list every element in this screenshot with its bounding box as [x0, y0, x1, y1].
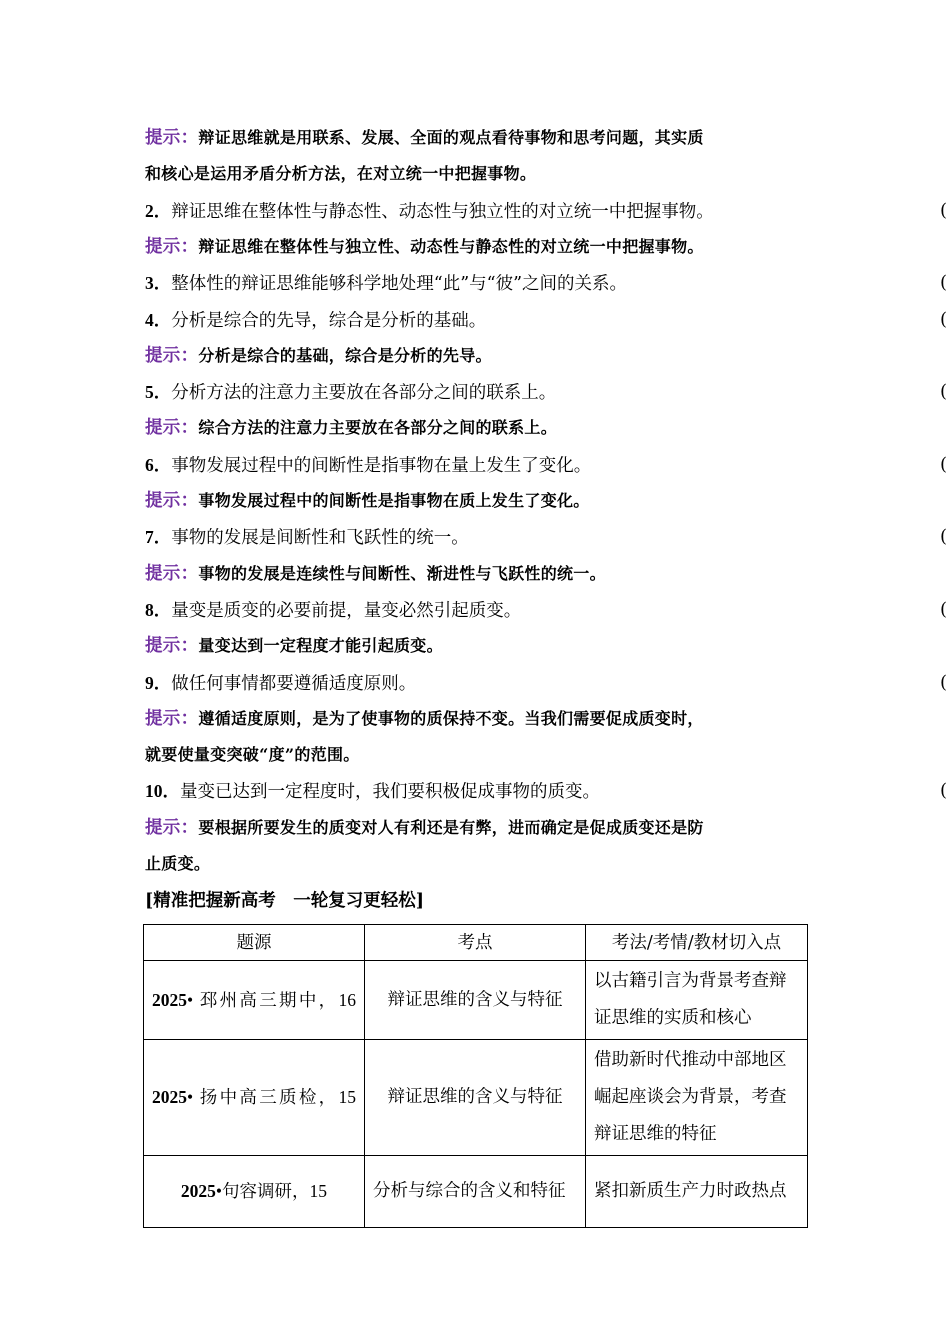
hint-line	[145, 701, 835, 737]
answer-bracket: (	[940, 200, 948, 221]
hint-text: 和核心是运用矛盾分析方法，在对立统一中把握事物。	[145, 164, 537, 183]
header-approach: 考法/考情/教材切入点	[586, 925, 808, 961]
source-cell: 2025• 邳州高三期中，16	[144, 961, 365, 1040]
hint-text: 止质变。	[145, 854, 211, 873]
question-line	[145, 665, 835, 701]
approach-cell: 借助新时代推动中部地区崛起座谈会为背景，考查辩证思维的特征	[586, 1040, 808, 1156]
hint-text: 分析是综合的基础，综合是分析的先导。	[198, 346, 492, 365]
answer-bracket: (	[940, 599, 948, 620]
question-line	[145, 519, 835, 555]
question-line	[145, 773, 835, 809]
question-number: 4．	[145, 310, 172, 330]
hint-continuation	[145, 846, 835, 882]
hint-text: 事物发展过程中的间断性是指事物在质上发生了变化。	[198, 491, 590, 510]
question-text: 做任何事情都要遵循适度原则。	[171, 674, 417, 694]
question-text: 分析方法的注意力主要放在各部分之间的联系上。	[171, 383, 557, 403]
approach-cell: 紧扣新质生产力时政热点	[586, 1156, 808, 1228]
hint-label: 提示：	[145, 491, 199, 511]
hint-label: 提示：	[145, 564, 199, 584]
hint-line	[145, 556, 835, 592]
table-row	[144, 1040, 808, 1156]
question-text: 事物发展过程中的间断性是指事物在量上发生了变化。	[171, 456, 592, 476]
hint-text: 量变达到一定程度才能引起质变。	[198, 636, 443, 655]
question-line	[145, 374, 835, 410]
question-text: 事物的发展是间断性和飞跃性的统一。	[171, 528, 469, 548]
hint-line	[145, 120, 835, 156]
question-number: 5．	[145, 382, 172, 402]
question-number: 2．	[145, 201, 172, 221]
question-text: 分析是综合的先导，综合是分析的基础。	[171, 311, 487, 331]
hint-label: 提示：	[145, 818, 199, 838]
question-number: 6．	[145, 455, 172, 475]
hint-text: 就要使量变突破“度”的范围。	[145, 745, 360, 764]
hint-text: 要根据所要发生的质变对人有利还是有弊，进而确定是促成质变还是防	[198, 818, 704, 837]
approach-cell: 以古籍引言为背景考查辩证思维的实质和核心	[586, 961, 808, 1040]
source-cell: 2025• 扬中高三质检，15	[144, 1040, 365, 1156]
question-text: 量变已达到一定程度时，我们要积极促成事物的质变。	[180, 782, 600, 802]
point-cell: 辩证思维的含义与特征	[365, 961, 586, 1040]
hint-continuation	[145, 737, 835, 773]
answer-bracket: (	[940, 672, 948, 693]
hint-line	[145, 410, 835, 446]
hint-text: 遵循适度原则，是为了使事物的质保持不变。当我们需要促成质变时，	[198, 709, 704, 728]
answer-bracket: (	[940, 526, 948, 547]
answer-bracket: (	[940, 454, 948, 475]
question-number: 8．	[145, 600, 172, 620]
hint-line	[145, 483, 835, 519]
question-line	[145, 265, 835, 301]
table-row	[144, 961, 808, 1040]
question-number: 9．	[145, 673, 172, 693]
question-number: 7．	[145, 527, 172, 547]
section-title: [精准把握新高考 一轮复习更轻松]	[145, 891, 425, 911]
hint-text: 辩证思维在整体性与独立性、动态性与静态性的对立统一中把握事物。	[198, 237, 704, 256]
hint-label: 提示：	[145, 128, 199, 148]
hint-label: 提示：	[145, 418, 199, 438]
hint-line	[145, 810, 835, 846]
question-number: 10．	[145, 781, 180, 801]
hint-line	[145, 628, 835, 664]
question-line	[145, 302, 835, 338]
question-line	[145, 592, 835, 628]
hint-label: 提示：	[145, 346, 199, 366]
source-cell: 2025•句容调研，15	[144, 1156, 365, 1228]
table-row	[144, 1156, 808, 1228]
hint-text: 综合方法的注意力主要放在各部分之间的联系上。	[198, 418, 558, 437]
hint-label: 提示：	[145, 709, 199, 729]
question-text: 整体性的辩证思维能够科学地处理“此”与“彼”之间的关系。	[171, 274, 628, 294]
hint-line	[145, 338, 835, 374]
answer-bracket: (	[940, 780, 948, 801]
hint-label: 提示：	[145, 636, 199, 656]
table-header-row	[144, 925, 808, 961]
question-text: 量变是质变的必要前提，量变必然引起质变。	[171, 601, 522, 621]
question-line	[145, 447, 835, 483]
hint-line	[145, 229, 835, 265]
hint-text: 辩证思维就是用联系、发展、全面的观点看待事物和思考问题，其实质	[198, 128, 704, 147]
question-text: 辩证思维在整体性与静态性、动态性与独立性的对立统一中把握事物。	[171, 202, 714, 222]
point-cell: 分析与综合的含义和特征	[365, 1156, 586, 1228]
point-cell: 辩证思维的含义与特征	[365, 1040, 586, 1156]
answer-bracket: (	[940, 309, 948, 330]
header-source: 题源	[144, 925, 365, 961]
exam-source-table	[143, 924, 808, 1228]
question-line	[145, 193, 835, 229]
hint-continuation	[145, 156, 835, 192]
question-number: 3．	[145, 273, 172, 293]
hint-label: 提示：	[145, 237, 199, 257]
answer-bracket: (	[940, 272, 948, 293]
answer-bracket: (	[940, 381, 948, 402]
header-point: 考点	[365, 925, 586, 961]
hint-text: 事物的发展是连续性与间断性、渐进性与飞跃性的统一。	[198, 564, 606, 583]
